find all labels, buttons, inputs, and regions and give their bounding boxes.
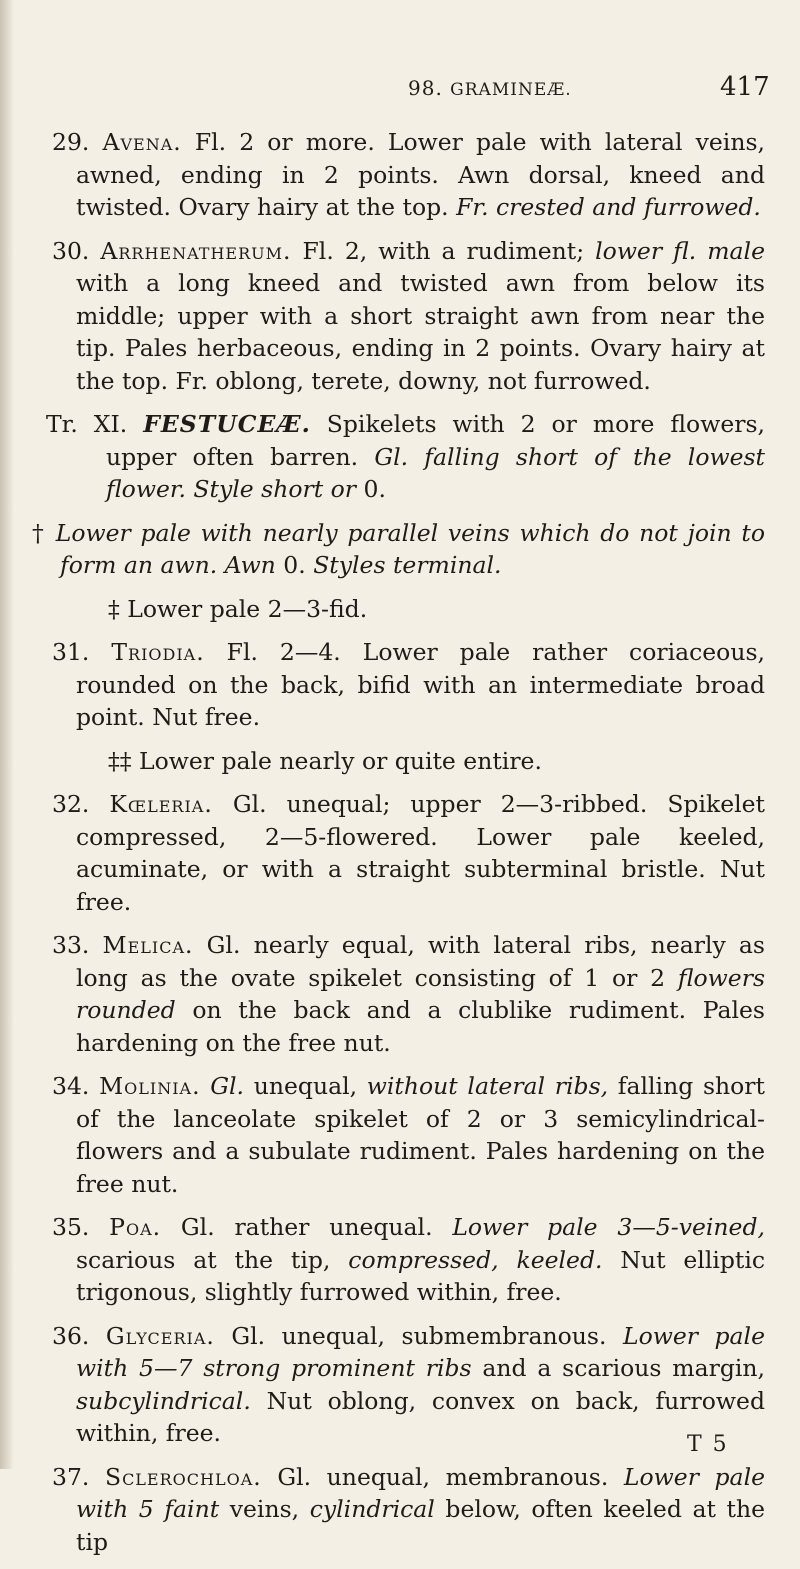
entry-text-2: veins,: [219, 1495, 310, 1523]
dagger-italic: Lower pale with nearly parallel veins which do not join to form an awn. Awn: [55, 518, 765, 579]
dagger-text: 0.: [275, 551, 314, 579]
entry-number: 34.: [52, 1072, 90, 1100]
genus-name: Poa.: [109, 1213, 162, 1241]
key-lower-pale-fid: ‡ Lower pale 2—3-fid.: [108, 594, 368, 623]
dagger-key: [32, 517, 765, 582]
genus-entry-glyceria: [52, 1320, 765, 1450]
entry-text: Gl. unequal, membranous.: [261, 1462, 624, 1491]
entry-text-2: with a long kneed and twisted awn from below its middle; upper with a short straight awn from near the tip. Pales herbaceous, ending in 2 points. Ovary hairy at the top. Fr. oblong, terete, downy, not furrowed.: [76, 269, 765, 395]
genus-name: Arrhenatherum.: [100, 236, 292, 265]
page-header: [0, 70, 800, 110]
entry-italic-2: without lateral ribs,: [366, 1072, 609, 1100]
tribe-label: Tr. XI.: [46, 410, 128, 438]
entry-italic: Lower pale with 5 faint: [76, 1462, 765, 1523]
entry-text-2: unequal,: [244, 1072, 367, 1100]
entry-italic-2: compressed, keeled.: [348, 1245, 603, 1274]
entry-text: Gl. unequal, submembranous.: [214, 1321, 623, 1350]
genus-entry-melica: [52, 929, 765, 1059]
dagger-mark: †: [32, 518, 46, 547]
tribe-italic: Gl. falling short of the lowest flower. Style short or: [106, 442, 765, 503]
genus-name: Sclerochloa.: [104, 1462, 262, 1491]
entry-number: 32.: [52, 790, 90, 818]
entry-text: Gl. rather unequal.: [161, 1213, 453, 1241]
entry-italic: flowers rounded: [76, 963, 765, 1024]
genus-name: Glyceria.: [105, 1321, 215, 1350]
genus-entry-arrhenatherum: [52, 235, 765, 398]
entry-italic: Lower pale 3—5-veined,: [452, 1213, 765, 1241]
entry-italic: lower fl. male: [595, 236, 765, 265]
tribe-name: FESTUCEÆ.: [143, 410, 311, 438]
entry-number: 37.: [52, 1462, 90, 1491]
page-body: [32, 126, 766, 1569]
section-number: 98.: [408, 76, 443, 100]
entry-number: 33.: [52, 931, 90, 959]
entry-number: 36.: [52, 1321, 90, 1350]
entry-italic: Fr. crested and furrowed.: [456, 193, 761, 221]
entry-text-3: falling short of the lanceolate spikelet of 2 or 3 semicylindrical-flowers and a subulate rudiment. Pales hardening on the free nut.: [76, 1072, 765, 1198]
entry-text: [201, 1072, 211, 1100]
entry-text: Fl. 2, with a rudiment;: [291, 236, 596, 265]
entry-number: 35.: [52, 1213, 90, 1241]
tribe-heading: [40, 408, 765, 506]
genus-name: Melica.: [102, 931, 194, 959]
entry-italic-2: cylindrical: [309, 1495, 435, 1523]
entry-text-2: on the back and a clublike rudiment. Pales hardening on the free nut.: [76, 996, 765, 1057]
entry-italic-2: subcylindrical.: [76, 1386, 251, 1415]
entry-text: Gl. nearly equal, with lateral ribs, nearly as long as the ovate spikelet consisting of 1 or 2: [76, 931, 765, 992]
genus-name: Molinia.: [99, 1072, 201, 1100]
entry-text-3: Nut elliptic trigonous, slightly furrowed within, free.: [76, 1245, 766, 1306]
running-head: [408, 76, 572, 100]
genus-name: Avena.: [102, 128, 182, 156]
section-name: GRAMINEÆ.: [450, 80, 572, 100]
page-number: 417: [720, 72, 770, 102]
entry-text: Gl. unequal; upper 2—3-ribbed. Spikelet compressed, 2—5-flowered. Lower pale keeled, acuminate, or with a straight subterminal bristle. Nut free.: [76, 790, 765, 916]
tribe-text-2: 0.: [356, 475, 386, 503]
entry-text-3: below, often keeled at the tip: [76, 1495, 765, 1556]
genus-name: Triodia.: [111, 638, 205, 666]
entry-text-2: scarious at the tip,: [76, 1245, 349, 1274]
genus-entry-sclerochloa: [52, 1461, 765, 1559]
entry-text: Fl. 2 or more. Lower pale with lateral veins, awned, ending in 2 points. Awn dorsal, kneed and twisted. Ovary hairy at the top.: [76, 128, 765, 221]
entry-text: Fl. 2—4. Lower pale rather coriaceous, rounded on the back, bifid with an intermediate broad point. Nut free.: [76, 638, 765, 731]
dagger-italic-2: Styles terminal.: [313, 551, 502, 579]
genus-entry-koeleria: [52, 788, 765, 918]
entry-text-3: Nut oblong, convex on back, furrowed within, free.: [76, 1386, 765, 1447]
genus-entry-poa: [52, 1211, 765, 1309]
genus-entry-triodia: [52, 636, 765, 734]
genus-name: Kœleria.: [109, 790, 213, 818]
entry-text-2: and a scarious margin,: [471, 1354, 765, 1382]
tribe-text: Spikelets with 2 or more flowers, upper often barren.: [106, 410, 765, 471]
entry-number: 29.: [52, 128, 90, 156]
genus-entry-molinia: [52, 1070, 765, 1200]
signature-mark: T 5: [687, 1432, 729, 1457]
key-lower-pale-entire: ‡‡ Lower pale nearly or quite entire.: [108, 746, 542, 775]
genus-entry-avena: [52, 126, 765, 224]
entry-number: 31.: [52, 638, 90, 666]
entry-italic: Gl.: [210, 1072, 245, 1100]
entry-number: 30.: [52, 236, 90, 265]
entry-italic: Lower pale with 5—7 strong prominent ribs: [76, 1321, 765, 1382]
